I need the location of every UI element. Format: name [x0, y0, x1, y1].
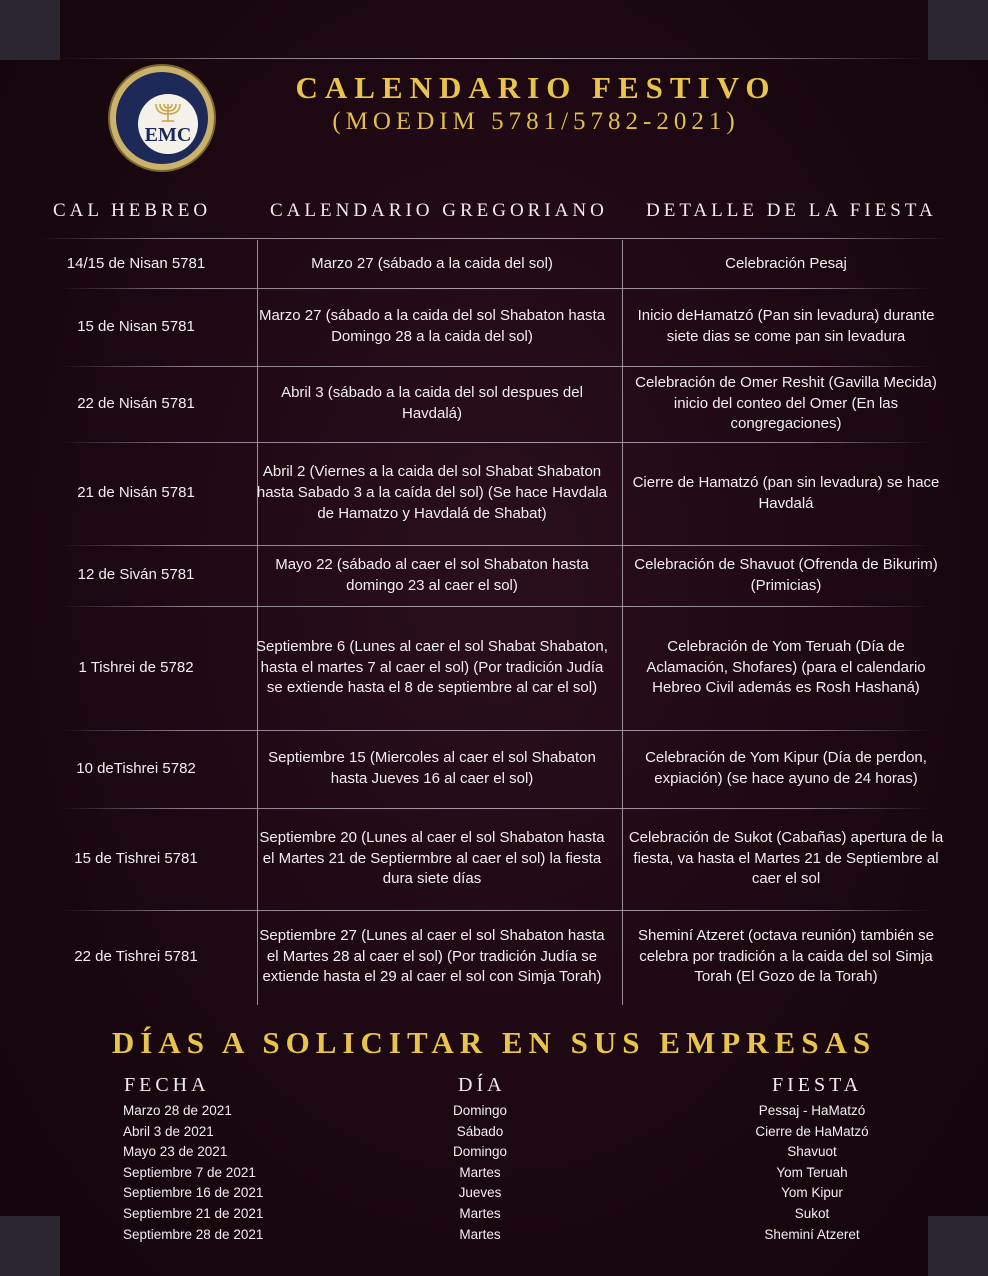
corner-decoration-top-right	[928, 0, 988, 60]
row-divider	[60, 442, 930, 443]
cell-hebrew: 15 de Tishrei 5781	[74, 849, 198, 867]
table-row	[30, 368, 950, 440]
cell-hebrew: 22 de Tishrei 5781	[74, 947, 198, 965]
days-cell-day: Martes	[459, 1226, 501, 1242]
table-row	[30, 912, 950, 1002]
cell-hebrew: 10 deTishrei 5782	[76, 759, 196, 777]
cell-hebrew: 15 de Nisan 5781	[77, 317, 195, 335]
cell-hebrew: 21 de Nisán 5781	[77, 484, 195, 502]
days-cell-feast: Yom Kipur	[781, 1185, 843, 1201]
cell-gregorian: Septiembre 27 (Lunes al caer el sol Shabaton hasta el Martes 28 al caer el sol) (Por tradición Judía se extiende hasta el 29 al caer el sol con Simja Torah)	[259, 926, 605, 986]
days-cell-feast: Sukot	[794, 1206, 830, 1221]
days-header-date: FECHA	[124, 1074, 210, 1096]
cell-detail: Celebración de Sukot (Cabañas) apertura de la fiesta, va hasta el Martes 21 de Septiembre al caer el sol	[628, 828, 944, 888]
corner-decoration-top-left	[0, 0, 60, 60]
days-cell-day: Domingo	[452, 1103, 508, 1118]
cell-detail: Celebración de Yom Teruah (Día de Aclamación, Shofares) (para el calendario Hebreo Civil además es Rosh Hashaná)	[646, 637, 926, 697]
cell-hebrew: 14/15 de Nisan 5781	[66, 254, 206, 272]
column-header-hebrew: CAL HEBREO	[53, 200, 212, 221]
days-header-feast: FIESTA	[772, 1074, 863, 1096]
days-cell-feast: Cierre de HaMatzó	[755, 1123, 869, 1139]
days-cell-date: Septiembre 21 de 2021	[123, 1206, 264, 1221]
days-cell-date: Septiembre 16 de 2021	[123, 1185, 264, 1201]
row-divider	[60, 730, 930, 731]
row-divider	[60, 288, 930, 289]
cell-gregorian: Marzo 27 (sábado a la caida del sol)	[311, 254, 553, 272]
table-row	[30, 547, 950, 604]
cell-gregorian: Septiembre 20 (Lunes al caer el sol Shabaton hasta el Martes 21 de Septiermbre al caer el sol) la fiesta dura siete días	[259, 828, 605, 888]
cell-detail: Celebración de Shavuot (Ofrenda de Bikurim) (Primicias)	[634, 555, 938, 594]
cell-gregorian: Septiembre 15 (Miercoles al caer el sol Shabaton hasta Jueves 16 al caer el sol)	[268, 749, 596, 787]
days-cell-day: Jueves	[458, 1185, 502, 1201]
cell-detail: Cierre de Hamatzó (pan sin levadura) se hace Havdalá	[632, 473, 940, 512]
days-cell-feast: Sheminí Atzeret	[764, 1226, 860, 1242]
row-divider	[60, 910, 930, 911]
table-row	[30, 444, 950, 543]
table-row	[30, 608, 950, 728]
cell-detail: Celebración de Omer Reshit (Gavilla Mecida) inicio del conteo del Omer (En las congregaciones)	[635, 373, 937, 433]
corner-decoration-bottom-right	[928, 1216, 988, 1276]
column-header-gregorian: CALENDARIO GREGORIANO	[270, 200, 608, 221]
days-section-title: DÍAS A SOLICITAR EN SUS EMPRESAS	[111, 1025, 877, 1060]
days-header-day: DÍA	[458, 1074, 506, 1096]
cell-gregorian: Marzo 27 (sábado a la caida del sol Shabaton hasta Domingo 28 a la caida del sol)	[258, 307, 606, 345]
days-cell-date: Abril 3 de 2021	[123, 1123, 214, 1139]
cell-gregorian: Abril 2 (Viernes a la caida del sol Shabat Shabaton hasta Sabado 3 a la caída del sol) (Se hace Havdala de Hamatzo y Havdalá de Shabat)	[256, 463, 608, 522]
menorah-icon	[152, 102, 184, 122]
page-subtitle: (MOEDIM 5781/5782-2021)	[332, 108, 740, 135]
row-divider	[60, 808, 930, 809]
days-cell-day: Martes	[459, 1164, 501, 1180]
cell-detail: Celebración de Yom Kipur (Día de perdon, expiación) (se hace ayuno de 24 horas)	[645, 749, 927, 787]
days-cell-date: Septiembre 7 de 2021	[123, 1164, 256, 1180]
cell-gregorian: Mayo 22 (sábado al caer el sol Shabaton hasta domingo 23 al caer el sol)	[275, 555, 589, 594]
days-cell-date: Mayo 23 de 2021	[123, 1144, 228, 1160]
table-row	[30, 242, 950, 286]
table-row	[30, 290, 950, 364]
column-header-detail: DETALLE DE LA FIESTA	[646, 200, 937, 221]
row-divider	[60, 366, 930, 367]
days-cell-feast: Yom Teruah	[776, 1164, 848, 1180]
days-cell-date: Marzo 28 de 2021	[123, 1103, 232, 1118]
cell-detail: Sheminí Atzeret (octava reunión) también se celebra por tradición a la caida del sol Simja Torah (El Gozo de la Torah)	[638, 926, 934, 986]
days-cell-day: Domingo	[452, 1144, 508, 1160]
corner-decoration-bottom-left	[0, 1216, 60, 1276]
page-title: CALENDARIO FESTIVO	[295, 70, 777, 105]
table-row	[30, 810, 950, 908]
cell-gregorian: Abril 3 (sábado a la caida del sol despues del Havdalá)	[281, 384, 583, 422]
row-divider	[60, 545, 930, 546]
emc-logo	[110, 66, 214, 170]
table-top-divider	[40, 238, 950, 239]
cell-detail: Celebración Pesaj	[725, 254, 847, 272]
days-cell-feast: Shavuot	[787, 1144, 837, 1160]
row-divider	[60, 606, 930, 607]
cell-gregorian: Septiembre 6 (Lunes al caer el sol Shabat Shabaton, hasta el martes 7 al caer el sol) (Por tradición Judía se extiende hasta el 8 de septiembre al car el sol)	[256, 637, 608, 697]
cell-hebrew: 12 de Siván 5781	[77, 566, 195, 584]
cell-detail: Inicio deHamatzó (Pan sin levadura) durante siete dias se come pan sin levadura	[637, 307, 935, 345]
days-cell-day: Martes	[459, 1206, 501, 1221]
cell-hebrew: 22 de Nisán 5781	[77, 394, 195, 412]
days-cell-feast: Pessaj - HaMatzó	[758, 1103, 866, 1118]
top-divider	[60, 58, 928, 59]
logo-text: EMC	[144, 124, 192, 146]
cell-hebrew: 1 Tishrei de 5782	[78, 658, 194, 676]
table-row	[30, 732, 950, 806]
days-cell-date: Septiembre 28 de 2021	[123, 1226, 264, 1242]
days-cell-day: Sábado	[456, 1123, 504, 1139]
